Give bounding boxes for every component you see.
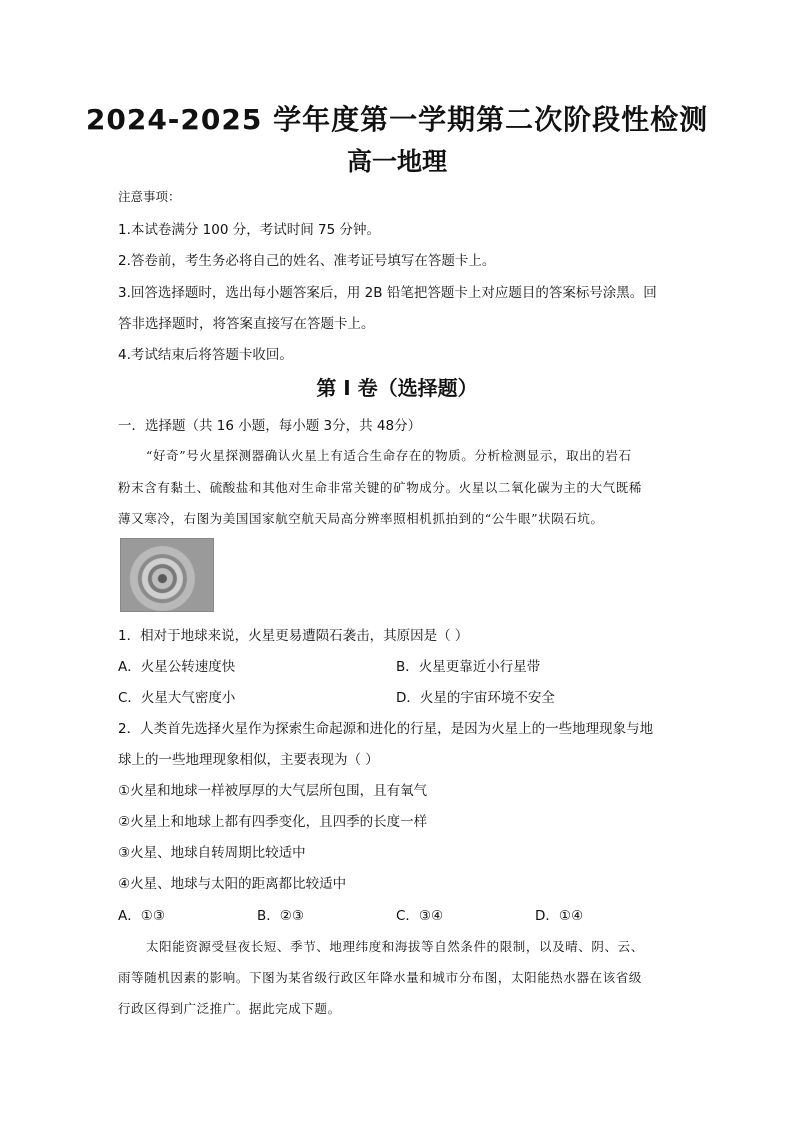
q2-option-d: D．①④	[535, 908, 584, 924]
passage1-line: “好奇”号火星探测器确认火星上有适合生命存在的物质。分析检测显示，取出的岩石	[146, 448, 632, 463]
section-intro: 一．选择题（共 16 小题，每小题 3分，共 48分）	[118, 418, 422, 434]
section-title: 第 I 卷（选择题）	[316, 376, 478, 400]
note-item: 4.考试结束后将答题卡收回。	[118, 347, 293, 363]
q2-option-c: C．③④	[396, 908, 444, 924]
q2-statement: ④火星、地球与太阳的距离都比较适中	[118, 876, 347, 892]
q2-statement: ③火星、地球自转周期比较适中	[118, 845, 306, 861]
passage2-line: 太阳能资源受昼夜长短、季节、地理纬度和海拔等自然条件的限制，以及晴、阴、云、	[146, 939, 644, 954]
note-item: 3.回答选择题时，选出每小题答案后，用 2B 铅笔把答题卡上对应题目的答案标号涂黑。回	[118, 285, 657, 301]
q1-option-c: C．火星大气密度小	[118, 690, 236, 706]
exam-title: 2024-2025 学年度第一学期第二次阶段性检测	[85, 103, 709, 136]
passage2-line: 行政区得到广泛推广。据此完成下题。	[118, 1001, 341, 1016]
exam-subtitle: 高一地理	[346, 147, 447, 176]
q2-statement: ②火星上和地球上都有四季变化，且四季的长度一样	[118, 814, 428, 830]
q2-option-a: A．①③	[118, 908, 165, 924]
q2-option-b: B．②③	[257, 908, 304, 924]
q1-option-b: B．火星更靠近小行星带	[396, 659, 541, 675]
passage1-line: 粉末含有黏土、硫酸盐和其他对生命非常关键的矿物成分。火星以二氧化碳为主的大气既稀	[118, 480, 643, 495]
crater-image	[120, 538, 214, 612]
q2-stem-line: 球上的一些地理现象相似，主要表现为（ ）	[118, 752, 379, 768]
note-item: 2.答卷前，考生务必将自己的姓名、准考证号填写在答题卡上。	[118, 253, 496, 269]
notes-heading: 注意事项：	[118, 189, 181, 204]
q1-option-a: A．火星公转速度快	[118, 659, 236, 675]
q2-stem-line: 2．人类首先选择火星作为探索生命起源和进化的行星，是因为火星上的一些地理现象与地	[118, 721, 654, 737]
passage1-line: 薄又寒冷，右图为美国国家航空航天局高分辨率照相机抓拍到的“公牛眼”状陨石坑。	[118, 511, 604, 526]
passage2-line: 雨等随机因素的影响。下图为某省级行政区年降水量和城市分布图，太阳能热水器在该省级	[118, 970, 643, 985]
q1-stem: 1．相对于地球来说，火星更易遭陨石袭击，其原因是（ ）	[118, 628, 469, 644]
q2-statement: ①火星和地球一样被厚厚的大气层所包围，且有氧气	[118, 783, 428, 799]
note-item: 1.本试卷满分 100 分，考试时间 75 分钟。	[118, 222, 380, 238]
q1-option-d: D．火星的宇宙环境不安全	[396, 690, 555, 706]
note-item: 答非选择题时，将答案直接写在答题卡上。	[118, 316, 375, 332]
